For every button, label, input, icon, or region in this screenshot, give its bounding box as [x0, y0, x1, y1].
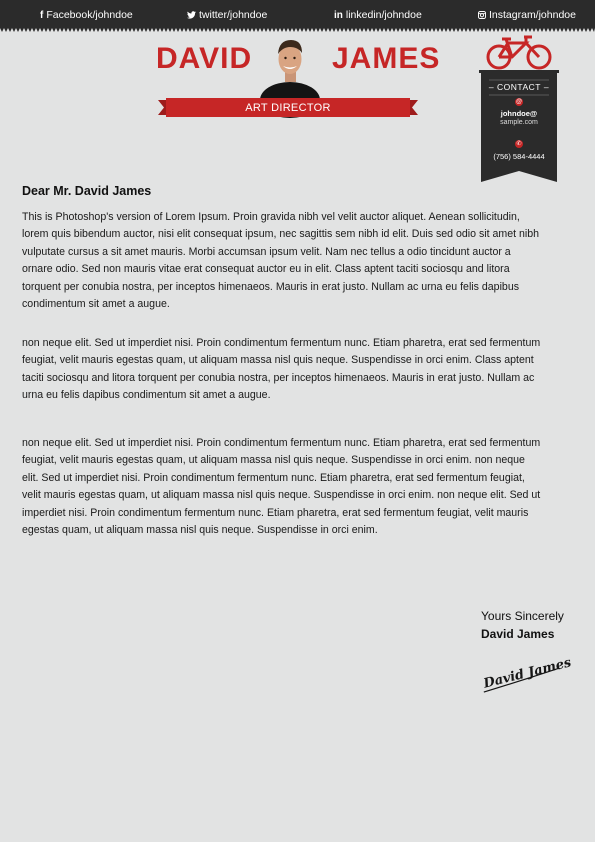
- contact-title-text: CONTACT: [497, 82, 541, 92]
- facebook-label: Facebook/johndoe: [46, 9, 133, 21]
- signature: [478, 651, 573, 693]
- instagram-label: Instagram/johndoe: [489, 9, 576, 21]
- phone-icon: ✆: [516, 141, 522, 147]
- profile-photo: [256, 32, 324, 96]
- email-icon: @: [515, 99, 523, 105]
- facebook-icon: f: [40, 10, 44, 21]
- first-name: DAVID: [156, 42, 253, 75]
- facebook-link[interactable]: [40, 0, 133, 28]
- contact-title: – CONTACT –: [488, 82, 550, 92]
- last-name: JAMES: [332, 42, 441, 75]
- contact-email-user[interactable]: johndoe@: [500, 109, 538, 118]
- twitter-icon: [187, 1, 196, 31]
- letter-paragraph-1: This is Photoshop's version of Lorem Ipsum. Proin gravida nibh vel velit auctor aliquet. Aenean sollicitudin, lorem quis bibendum auctor, nisi elit consequat ipsum, nec sagittis sem nibh id elit. Duis sed odio sit amet nibh vulputate cursus a sit amet mauris. Morbi accumsan ipsum velit. Nam nec tellus a odio tincidunt auctor a ornare odio. Sed non mauris vitae erat consequat auctor eu in elit. Class aptent taciti sociosqu and litora torquent per conubia nostra, per inceptos himenaeos. Mauris in erat justo. Nullam ac urna eu felis dapibus condimentum sit amet a augue.: [22, 211, 540, 311]
- closing: Yours Sincerely: [481, 609, 564, 623]
- bicycle-icon: [486, 33, 552, 71]
- instagram-link[interactable]: [478, 0, 576, 28]
- instagram-icon: [478, 1, 486, 31]
- signer-name: David James: [481, 627, 555, 641]
- linkedin-label: linkedin/johndoe: [345, 9, 422, 21]
- contact-phone[interactable]: (756) 584-4444: [493, 152, 545, 161]
- contact-email-domain[interactable]: sample.com: [500, 119, 538, 126]
- twitter-link[interactable]: [187, 0, 267, 28]
- twitter-label: twitter/johndoe: [199, 9, 268, 21]
- salutation: Dear Mr. David James: [22, 184, 152, 198]
- linkedin-icon: in: [334, 10, 343, 21]
- letter-paragraph-3: non neque elit. Sed ut imperdiet nisi. Proin condimentum fermentum nunc. Etiam pharetra, erat sed fermentum feugiat, velit mauris egestas quam, ut aliquam massa nisl quis neque. Suspendisse in orci enim. non neque elit. Sed ut imperdiet nisi. Proin condimentum fermentum nunc. Etiam pharetra, erat sed fermentum feugiat, velit mauris egestas quam, ut aliquam massa nisl quis neque. Suspendisse in orci enim. non neque elit. Sed ut imperdiet nisi. Proin condimentum fermentum nunc. Etiam pharetra, erat sed fermentum feugiat, velit mauris egestas quam, ut aliquam massa nisl quis neque. Suspendisse in orci enim.: [22, 437, 541, 537]
- letter-paragraph-2: non neque elit. Sed ut imperdiet nisi. Proin condimentum fermentum nunc. Etiam pharetra, erat sed fermentum feugiat, velit mauris egestas quam, ut aliquam massa nisl quis neque. Suspendisse in orci enim. Class aptent taciti sociosqu and litora torquent per conubia nostra, per inceptos himenaeos. Mauris in erat justo. Nullam ac urna eu felis dapibus condimentum sit amet a augue.: [22, 337, 541, 402]
- signature-text: David James: [482, 655, 573, 692]
- role-title: ART DIRECTOR: [245, 102, 331, 114]
- linkedin-link[interactable]: [334, 0, 422, 28]
